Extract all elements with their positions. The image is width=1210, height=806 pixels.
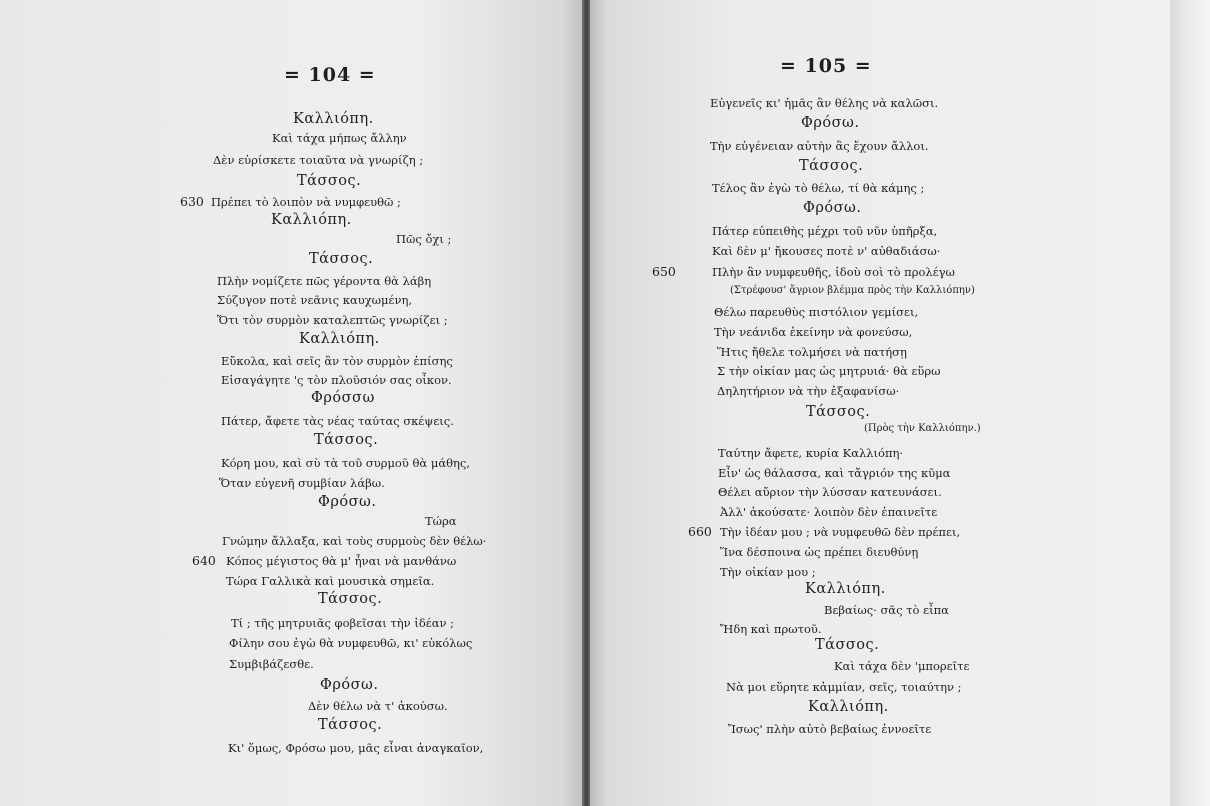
verse-line: Εὔκολα, καὶ σεῖς ἂν τὸν συρμὸν ἐπίσης [221, 354, 453, 368]
verse-line: Τὴν ἰδέαν μου ; νὰ νυμφευθῶ δὲν πρέπει, [720, 525, 961, 539]
left-page [0, 0, 585, 806]
line-number: 650 [652, 264, 676, 279]
speaker-name: Φρόσω. [803, 200, 862, 216]
speaker-name: Τάσσος. [815, 637, 880, 653]
verse-line: Γνώμην ἄλλαξα, καὶ τοὺς συρμοὺς δὲν θέλω· [222, 534, 487, 548]
speaker-name: Τάσσος. [318, 591, 383, 607]
verse-line: Ἴσως' πλὴν αὐτὸ βεβαίως ἐννοεῖτε [728, 722, 932, 736]
page-edge [1170, 0, 1210, 806]
line-number: 660 [688, 524, 712, 539]
speaker-name: Καλλιόπη. [293, 111, 374, 127]
verse-line: Καὶ τάχα δὲν 'μπορεῖτε [834, 659, 970, 673]
verse-line: Ἵνα δέσποινα ὡς πρέπει διευθύνῃ [720, 545, 919, 559]
verse-line: Νὰ μοι εὕρητε κἀμμίαν, σεῖς, τοιαύτην ; [726, 680, 962, 694]
verse-line: Πρέπει τὸ λοιπὸν νὰ νυμφευθῶ ; [211, 195, 401, 209]
verse-line: Πλὴν νομίζετε πῶς γέροντα θὰ λάβη [217, 274, 432, 288]
verse-line: Δὲν θέλω νὰ τ' ἀκούσω. [308, 699, 448, 713]
verse-line: Τὴν οἰκίαν μου ; [720, 565, 816, 579]
page-number: = 105 = [780, 55, 872, 77]
speaker-name: Φρόσω. [320, 677, 379, 693]
verse-line: Δὲν εὑρίσκετε τοιαῦτα νὰ γνωρίζη ; [213, 153, 424, 167]
speaker-name: Τάσσος. [297, 173, 362, 189]
verse-line: Πάτερ, ἄφετε τὰς νέας ταύτας σκέψεις. [221, 414, 454, 428]
speaker-name: Καλλιόπη. [805, 581, 886, 597]
verse-line: Κι' ὅμως, Φρόσω μου, μᾶς εἶναι ἀναγκαῖον, [228, 741, 484, 755]
speaker-name: Καλλιόπη. [271, 212, 352, 228]
verse-line: Πλὴν ἂν νυμφευθῆς, ἰδοὺ σοὶ τὸ προλέγω [712, 265, 955, 279]
speaker-name: Τάσσος. [314, 432, 379, 448]
speaker-name: Φρόσσω [311, 390, 375, 406]
verse-line: Καὶ δὲν μ' ἤκουσες ποτὲ ν' αὐθαδιάσω· [712, 244, 941, 258]
verse-line: Καὶ τάχα μήπως ἄλλην [272, 131, 407, 145]
verse-line: Βεβαίως· σᾶς τὸ εἶπα [824, 603, 949, 617]
verse-line: Σύζυγον ποτὲ νεᾶνις καυχωμένη, [217, 293, 413, 307]
verse-line: Πάτερ εὐπειθὴς μέχρι τοῦ νῦν ὑπῆρξα, [712, 224, 938, 238]
verse-line: Κόρη μου, καὶ σὺ τὰ τοῦ συρμοῦ θὰ μάθης, [221, 456, 470, 470]
speaker-name: Φρόσω. [801, 115, 860, 131]
line-number: 640 [192, 553, 216, 568]
verse-line: Πῶς ὄχι ; [396, 232, 452, 246]
speaker-name: Τάσσος. [318, 717, 383, 733]
speaker-name: Καλλιόπη. [808, 699, 889, 715]
verse-line: Τώρα Γαλλικὰ καὶ μουσικὰ σημεῖα. [226, 574, 435, 588]
verse-line: Τώρα [425, 514, 457, 528]
verse-line: Ἀλλ' ἀκούσατε· λοιπὸν δὲν ἐπαινεῖτε [720, 505, 938, 519]
stage-direction: (Πρὸς τὴν Καλλιόπην.) [864, 423, 981, 434]
line-number: 630 [180, 194, 204, 209]
verse-line: Τί ; τῆς μητρυιᾶς φοβεῖσαι τὴν ἰδέαν ; [231, 616, 455, 630]
verse-line: Ὅτι τὸν συρμὸν καταλεπτῶς γνωρίζει ; [217, 313, 448, 327]
right-page [590, 0, 1170, 806]
verse-line: Συμβιβάζεσθε. [229, 657, 314, 671]
verse-line: Θέλω παρευθὺς πιστόλιον γεμίσει, [714, 305, 919, 319]
speaker-name: Τάσσος. [806, 404, 871, 420]
verse-line: Τὴν εὐγένειαν αὐτὴν ἂς ἔχουν ἄλλοι. [710, 139, 929, 153]
verse-line: Ἥτις ἤθελε τολμήσει νὰ πατήσῃ [717, 345, 907, 359]
verse-line: Ὅταν εὐγενῆ συμβίαν λάβω. [219, 476, 385, 490]
verse-line: Εἰσαγάγητε 'ς τὸν πλοῦσιόν σας οἶκον. [221, 373, 452, 387]
speaker-name: Τάσσος. [799, 158, 864, 174]
verse-line: Σ τὴν οἰκίαν μας ὡς μητρυιά· θὰ εὕρω [717, 364, 941, 378]
speaker-name: Τάσσος. [309, 251, 374, 267]
verse-line: Κόπος μέγιστος θὰ μ' ἦναι νὰ μανθάνω [226, 554, 457, 568]
verse-line: Θέλει αὔριον τὴν λύσσαν κατευνάσει. [718, 485, 942, 499]
page-number: = 104 = [284, 64, 376, 86]
verse-line: Φίλην σου ἐγὼ θὰ νυμφευθῶ, κι' εὐκόλως [229, 636, 473, 650]
verse-line: Δηλητήριον νὰ τὴν ἐξαφανίσω· [717, 384, 900, 398]
verse-line: Ἤδη καὶ πρωτοῦ. [720, 622, 822, 636]
speaker-name: Φρόσω. [318, 494, 377, 510]
verse-line: Τὴν νεάνιδα ἐκείνην νὰ φονεύσω, [714, 325, 913, 339]
speaker-name: Καλλιόπη. [299, 331, 380, 347]
stage-direction: (Στρέφουσ' ἄγριον βλέμμα πρὸς τὴν Καλλιόπην) [730, 285, 975, 296]
verse-line: Τέλος ἂν ἐγὼ τὸ θέλω, τί θὰ κάμης ; [712, 181, 925, 195]
verse-line: Ταύτην ἄφετε, κυρία Καλλιόπη· [718, 446, 904, 460]
verse-line: Εἶν' ὡς θάλασσα, καὶ τἄγριόν της κῦμα [718, 466, 951, 480]
verse-line: Εὐγενεῖς κι' ἡμᾶς ἂν θέλης νὰ καλῶσι. [710, 96, 939, 110]
